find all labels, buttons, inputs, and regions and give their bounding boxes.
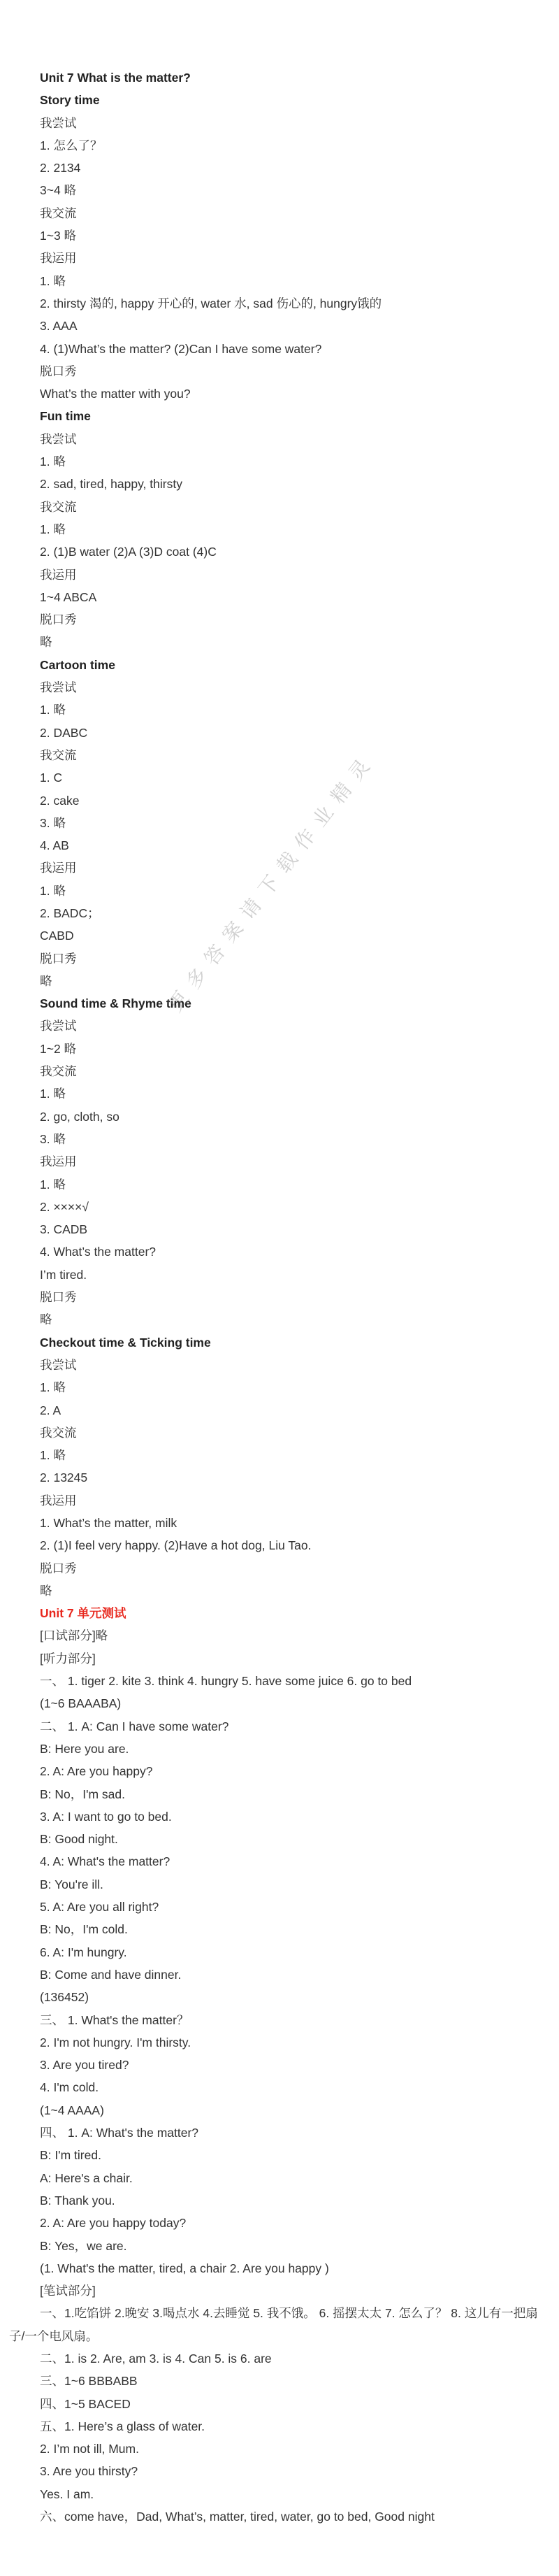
answer-line: 2. cake (40, 793, 80, 808)
answer-line: [口试部分]略 (40, 1629, 108, 1643)
answer-line: 2. ××××√ (40, 1199, 89, 1214)
answer-line: 我交流 (40, 499, 77, 514)
answer-line: 2. sad, tired, happy, thirsty (40, 477, 182, 492)
answer-line: 5. A: Are you all right? (40, 1900, 159, 1915)
answer-line: 1~3 略 (40, 229, 77, 243)
answer-line: 我交流 (40, 747, 77, 762)
answer-line: 脱口秀 (40, 1561, 77, 1575)
answer-line: 我尝试 (40, 1019, 77, 1033)
answer-line: 1~2 略 (40, 1041, 77, 1056)
answer-line: 我尝试 (40, 115, 77, 130)
answer-line: 4. A: What's the matter? (40, 1854, 170, 1869)
answer-line: 1. What’s the matter, milk (40, 1516, 177, 1530)
answer-line: 1. 略 (40, 1087, 66, 1101)
section-heading: Cartoon time (40, 657, 115, 672)
answer-line: 4. AB (40, 838, 69, 853)
answer-line: (136452) (40, 1990, 89, 2005)
answer-line: B: Good night. (40, 1832, 118, 1847)
answer-line: 三、 1. What's the matter？ (40, 2012, 189, 2027)
answer-line: 我交流 (40, 1064, 77, 1079)
answer-line: 3. AAA (40, 319, 78, 334)
section-heading: Fun time (40, 409, 91, 424)
answer-line: 2. 2134 (40, 161, 81, 176)
answer-line: 2. A (40, 1403, 61, 1417)
section-heading: Unit 7 单元测试 (40, 1606, 126, 1621)
section-heading: Sound time & Rhyme time (40, 996, 191, 1011)
answer-line: 2. I’m not ill, Mum. (40, 2442, 139, 2456)
answer-line: [听力部分] (40, 1651, 96, 1666)
answer-line: 1. 略 (40, 273, 66, 288)
answer-line: 2. A: Are you happy? (40, 1764, 153, 1779)
section-heading: Unit 7 What is the matter? (40, 71, 191, 85)
answer-line: 3. 略 (40, 1131, 66, 1146)
answer-line: 我运用 (40, 1154, 77, 1169)
answer-line: 略 (40, 1583, 52, 1598)
answer-line: 2. go, cloth, so (40, 1109, 119, 1124)
answer-line: B: Come and have dinner. (40, 1967, 182, 1982)
answer-line: 二、 1. A: Can I have some water? (40, 1719, 229, 1733)
answer-line: 我交流 (40, 206, 77, 220)
answer-line: 2. (1)I feel very happy. (2)Have a hot dog, Liu Tao. (40, 1538, 312, 1553)
answer-line: 4. What’s the matter? (40, 1245, 157, 1259)
answer-line: 1. 略 (40, 1448, 66, 1463)
answer-line: 2. (1)B water (2)A (3)D coat (4)C (40, 545, 217, 559)
answer-line: 1. 略 (40, 455, 66, 469)
answer-line: 脱口秀 (40, 951, 77, 966)
answer-line: B: No，I'm sad. (40, 1787, 125, 1801)
answer-line: 1. 略 (40, 1380, 66, 1395)
answer-line: I’m tired. (40, 1267, 87, 1282)
answer-line: 脱口秀 (40, 1290, 77, 1305)
answer-line: B: Thank you. (40, 2193, 115, 2208)
answer-line: 4. (1)What’s the matter? (2)Can I have some water? (40, 341, 322, 356)
answer-line: What’s the matter with you? (40, 387, 191, 401)
answer-line: (1. What's the matter, tired, a chair 2. Are you happy ) (40, 2261, 329, 2275)
answer-line: 3. A: I want to go to bed. (40, 1809, 172, 1824)
answer-line: B: You're ill. (40, 1877, 103, 1891)
answer-line: B: Here you are. (40, 1741, 129, 1756)
answer-line: 我运用 (40, 861, 77, 875)
answer-line: 三、1~6 BBBABB (40, 2374, 138, 2389)
answer-line: A: Here's a chair. (40, 2170, 133, 2185)
answer-line: CABD (40, 929, 74, 943)
answer-line: 3. Are you tired? (40, 2058, 129, 2073)
answer-line: 略 (40, 973, 52, 988)
answer-line: 1. 略 (40, 1177, 66, 1192)
answer-line: 1. 略 (40, 703, 66, 717)
answer-line: [笔试部分] (40, 2284, 96, 2298)
answer-line: 3. CADB (40, 1222, 88, 1237)
answer-line: 2. A: Are you happy today? (40, 2216, 187, 2231)
answer-line: 2. thirsty 渴的, happy 开心的, water 水, sad 伤心的, hungry饿的 (40, 296, 382, 310)
answer-line: 四、1~5 BACED (40, 2396, 131, 2411)
answer-line: 1. 略 (40, 883, 66, 898)
answer-line: 略 (40, 1312, 52, 1327)
answer-line (0, 2302, 559, 2347)
answer-line: 二、1. is 2. Are, am 3. is 4. Can 5. is 6. are (40, 2351, 272, 2366)
answer-line: 脱口秀 (40, 364, 77, 378)
answer-line: 2. I'm not hungry. I'm thirsty. (40, 2035, 191, 2049)
answer-line: B: I'm tired. (40, 2148, 101, 2163)
answer-line: 2. 13245 (40, 1471, 88, 1485)
answer-line: 我尝试 (40, 431, 77, 446)
watermark: 更多答案请下载作业精灵 (163, 747, 381, 1017)
answer-line: 我运用 (40, 251, 77, 266)
answer-line: B: Yes，we are. (40, 2238, 127, 2253)
answer-line: Yes. I am. (40, 2486, 94, 2501)
answer-document (0, 66, 559, 2528)
answer-line: 略 (40, 635, 52, 650)
answer-line: (1~4 AAAA) (40, 2103, 104, 2117)
answer-line: 1. 略 (40, 522, 66, 536)
answer-line: 我尝试 (40, 680, 77, 695)
section-heading: Story time (40, 93, 100, 108)
answer-line: 一、 1. tiger 2. kite 3. think 4. hungry 5. have some juice 6. go to bed (40, 1674, 412, 1689)
answer-line: 3. Are you thirsty? (40, 2464, 138, 2479)
answer-line: 6. A: I'm hungry. (40, 1945, 127, 1959)
section-heading: Checkout time & Ticking time (40, 1335, 211, 1350)
answer-line: 我运用 (40, 1493, 77, 1508)
answer-line: 我交流 (40, 1425, 77, 1440)
answer-line: 脱口秀 (40, 613, 77, 627)
answer-line: 2. BADC； (40, 906, 100, 920)
answer-line: 2. DABC (40, 725, 88, 740)
answer-line: 五、1. Here’s a glass of water. (40, 2419, 205, 2433)
answer-line: (1~6 BAAABA) (40, 1696, 122, 1711)
answer-line: 1. 怎么了？ (40, 138, 103, 152)
answer-line-text: 一、1.吃馅饼 2.晚安 3.喝点水 4.去睡觉 5. 我不饿。 6. 摇摆太太 7. 怎么了？ 8. 这儿有一把扇子/一个电风扇。 (9, 2306, 538, 2343)
answer-line: 1~4 ABCA (40, 589, 97, 604)
answer-line: 3. 略 (40, 815, 66, 830)
answer-line: 六、come have，Dad, What’s, matter, tired, water, go to bed, Good night (40, 2510, 435, 2524)
answer-line: 3~4 略 (40, 183, 77, 198)
answer-line: 我运用 (40, 567, 77, 582)
answer-line: B: No，I'm cold. (40, 1922, 128, 1937)
answer-line: 4. I'm cold. (40, 2080, 99, 2095)
answer-line: 我尝试 (40, 1357, 77, 1372)
answer-line: 1. C (40, 771, 63, 785)
answer-line: 四、 1. A: What's the matter? (40, 2126, 199, 2140)
